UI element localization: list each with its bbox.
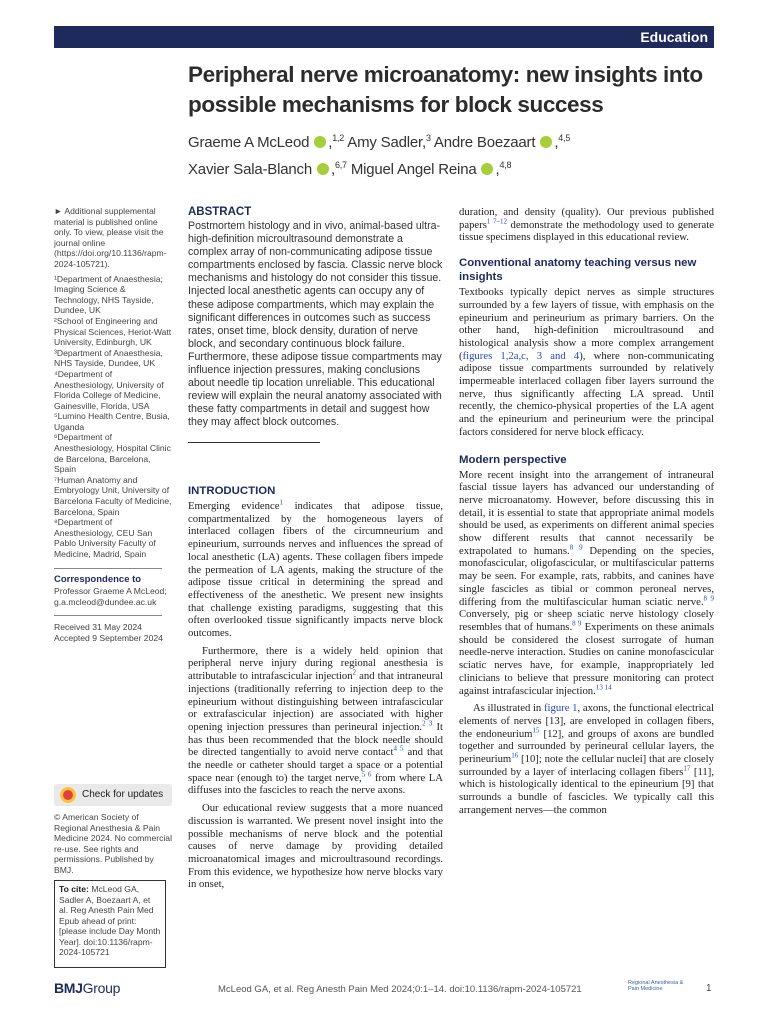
check-for-updates-button[interactable]: [54, 784, 172, 806]
paragraph: Textbooks typically depict nerves as simple structures surrounded by a few layers of tissue, with emphasis on the epineurium and perineurium as primary barriers. On the other hand, high-definition microultrasound and histological analysis show a more complex arrangement (figures 1,2a,c, 3 and 4), where non-communicating adipose tissue compartments surrounded by relatively impermeable interlaced collagen fiber layers surround the nerve, thus significantly affecting LA spread. Until recently, the chemico-physical properties of the LA agent and the epineurium and perineurium were the principal factors considered for nerve block efficacy.: [459, 286, 714, 438]
received-date: Received 31 May 2024: [54, 622, 142, 633]
citation-ref[interactable]: 2: [352, 668, 357, 677]
cite-text: McLeod GA, Sadler A, Boezaart A, et al. Reg Anesth Pain Med Epub ahead of print: [please include Day Month Year]. doi:10.1136/rapm-2024-105721: [59, 884, 161, 957]
citation-ref[interactable]: 13 14: [595, 682, 612, 691]
orcid-icon[interactable]: [317, 163, 329, 175]
affiliations: [54, 274, 172, 560]
author-name: Andre Boezaart: [433, 134, 536, 151]
section-heading: Modern perspective: [459, 453, 567, 466]
section-header-bar: [54, 26, 714, 48]
correspondence-email[interactable]: g.a.mcleod@dundee.ac.uk: [54, 596, 157, 607]
copyright-notice: © American Society of Regional Anesthesia & Pain Medicine 2024. No commercial re-use. See rights and permissions. Published by BMJ.: [54, 812, 172, 875]
paragraph: Emerging evidence$^1$ indicates that adipose tissue, compartmentalized by the homogeneous layers of interlaced collagen fibers of the circumneurium and epineurium, surrounds nerves and influences the spread of local anesthetic (LA) agents. These collagen fibers impede the permeation of LA agents, making the structure of the adipose tissue critical in determining the spread and effectiveness of the anesthetic. We present new insights that challenge existing paradigms, suggesting that this often overlooked tissue significantly impacts nerve block outcomes.: [188, 498, 443, 640]
correspondence-heading: Correspondence to: [54, 573, 142, 585]
paragraph: Furthermore, there is a widely held opinion that peripheral nerve injury during regional anesthesia is attributable to intrafascicular injection$^2$ and that intraneural injections (traditionally referring to injection deep to the epineurium without distinguishing between intrafascicular or extrafascicular injection) are associated with higher opening injection pressures than perineural injection.$^{2 3}$ It has thus been recommended that the block needle should be directed tangentially to avoid nerve contact$^{4 5}$ and that the needle or catheter should target a space or a potential space near (enough to) the target nerve,$^{5 6}$ from where LA diffuses into the fascicles to reach the nerve axons.: [188, 644, 444, 797]
figure-link[interactable]: figure 1: [543, 702, 578, 715]
affiliation: ³Department of Anaesthesia, NHS Tayside, Dundee, UK: [54, 347, 163, 369]
author-list: Graeme A McLeod ,$^{1,2}$ Amy Sadler,$^3$ Andre Boezaart ,$^{4,5}$ Xavier Sala-Blanch ,$^{6,7}$ Miguel Angel Reina ,$^{4,8}$: [188, 133, 571, 178]
author-name: Amy Sadler: [347, 134, 422, 151]
citation-ref[interactable]: 8 9: [569, 543, 583, 552]
cite-box: [54, 880, 166, 968]
page-number: 1: [706, 983, 712, 994]
citation-ref[interactable]: 4 5: [393, 744, 404, 753]
divider: [54, 615, 162, 616]
supplemental-note: ► Additional supplemental material is published online only. To view, please visit the journal online (https://doi.org/10.1136/rapm-2024-105721).: [54, 206, 167, 269]
affiliation: ⁸Department of Anesthesiology, CEU San Pablo University Faculty of Medicine, Madrid, Spain: [54, 517, 156, 559]
divider: [54, 568, 162, 569]
citation-ref[interactable]: 5 6: [361, 770, 372, 779]
affiliation: ²School of Engineering and Physical Sciences, Heriot-Watt University, Edinburgh, UK: [54, 315, 172, 348]
introduction-column: [188, 484, 443, 891]
affiliation: ¹Department of Anaesthesia; Imaging Science & Technology, NHS Tayside, Dundee, UK: [54, 273, 163, 316]
orcid-icon[interactable]: [540, 136, 552, 148]
author-name: Miguel Angel Reina: [350, 161, 477, 178]
article-title: Peripheral nerve microanatomy: new insights into possible mechanisms for block success: [188, 62, 703, 117]
citation-ref[interactable]: 16: [511, 751, 519, 760]
paragraph: Our educational review suggests that a more nuanced discussion is warranted. We present novel insight into the possible mechanisms of nerve block and the potential causes of nerve damage by providing detailed microanatomical images and microultrasound recordings. From this evidence, we hypothesize how nerve blocks vary in onset,: [188, 802, 443, 891]
introduction-heading: INTRODUCTION: [188, 485, 276, 497]
affiliation: ⁴Department of Anesthesiology, University of Florida College of Medicine, Gainesville, Florida, USA: [54, 368, 164, 411]
figure-link[interactable]: figures 1,2a,c, 3 and 4: [462, 349, 580, 362]
orcid-icon[interactable]: [481, 163, 493, 175]
cite-label: To cite:: [59, 884, 89, 894]
bmj-group-logo: BMJGroup: [54, 980, 121, 996]
sidebar: [54, 206, 172, 648]
section-heading: Conventional anatomy teaching versus new insights: [459, 257, 697, 284]
abstract-divider: [188, 442, 320, 443]
author-name: Graeme A McLeod: [188, 134, 310, 151]
crossmark-icon: [60, 787, 76, 803]
journal-mark: Regional Anesthesia & Pain Medicine: [628, 980, 684, 992]
citation-ref[interactable]: 17: [683, 764, 691, 773]
abstract-text: Postmortem histology and in vivo, animal-based ultra-high-definition microultrasound demonstrate a complex array of non-communicating adipose tissue compartments enclosed by fascia. Classic nerve block mechanisms and histology do not consider this tissue. Injected local anesthetic agents can occupy any of these adipose compartments, which may explain the significant differences in outcomes such as success rates, onset time, block density, duration of nerve block, and secondary continuous block failure. Furthermore, these adipose tissue compartments may influence injection pressures, making conclusions about needle tip location unreliable. This educational review will explain the neural anatomy associated with these fatty compartments in detail and suggest how they may affect block outcomes.: [188, 220, 443, 429]
citation-ref[interactable]: 15: [532, 726, 540, 735]
orcid-icon[interactable]: [314, 136, 326, 148]
citation-ref[interactable]: 8 9: [572, 619, 582, 628]
abstract: [188, 206, 443, 430]
paragraph: duration, and density (quality). Our previous published papers$^{1 7-12}$ demonstrate the methodology used to generate tissue specimens displayed in this educational review.: [459, 206, 714, 244]
correspondence-name: Professor Graeme A McLeod;: [54, 586, 167, 597]
accepted-date: Accepted 9 September 2024: [54, 632, 163, 643]
paragraph: More recent insight into the arrangement of intraneural fascial tissue layers has advanced our understanding of nerve microanatomy. However, before discussing this in detail, it is essential to state that appropriate animal models should be used, as experiments on different animal species show different results that cannot necessarily be extrapolated to humans.$^{8 9}$ Depending on the species, monofascicular, oligofascicular, or multifascicular patterns may be seen. For example, rats, rabbits, and canines have single fascicles as tibial or common peroneal nerves, differing from the multifascicular human sciatic nerve.$^{8 9}$ Conversely, pig or sheep sciatic nerve histology closely resembles that of humans.$^{8 9}$ Experiments on these animals should be considered the closest surrogate of human needle-nerve interaction. Studies on canine monofascicular sciatic nerves have, for example, inappropriately led clinicians to believe that pressure monitoring can protect against intrafascicular injection.$^{13 14}$: [459, 468, 715, 697]
affiliation: ⁶Department of Anesthesiology, Hospital Clinic de Barcelona, Barcelona, Spain: [54, 432, 171, 475]
abstract-heading: ABSTRACT: [188, 206, 252, 218]
footer-citation: McLeod GA, et al. Reg Anesth Pain Med 2024;0:1–14. doi:10.1136/rapm-2024-105721: [218, 984, 582, 995]
citation-ref[interactable]: 2 3: [422, 719, 433, 728]
right-column: [459, 206, 714, 817]
citation-ref[interactable]: 8 9: [703, 594, 715, 603]
citation-ref[interactable]: 1: [279, 498, 284, 507]
section-label: Education: [640, 29, 708, 45]
author-name: Xavier Sala-Blanch: [188, 161, 312, 178]
paragraph: As illustrated in figure 1, axons, the functional electrical elements of nerves [13], are enveloped in collagen fibers, the endoneurium$^{15}$ [12], and groups of axons are bundled together and surrounded by perineural cellular layers, the perineurium$^{16}$ [10]; note the cellular nuclei] that are closely surrounded by a layer of interlacing collagen fibers$^{17}$ [11], which is histologically identical to the epineurium [9] that surrounds a bundle of fascicles. We typically call this arrangement nerves—the common: [459, 702, 715, 816]
check-for-updates-label: Check for updates: [82, 789, 164, 800]
citation-ref[interactable]: 1 7–12: [486, 217, 508, 226]
affiliation: ⁷Human Anatomy and Embryology Unit, University of Barcelona Faculty of Medicine, Barcelona, Spain: [54, 474, 172, 517]
affiliation: ⁵Lumino Health Centre, Busia, Uganda: [54, 411, 170, 432]
